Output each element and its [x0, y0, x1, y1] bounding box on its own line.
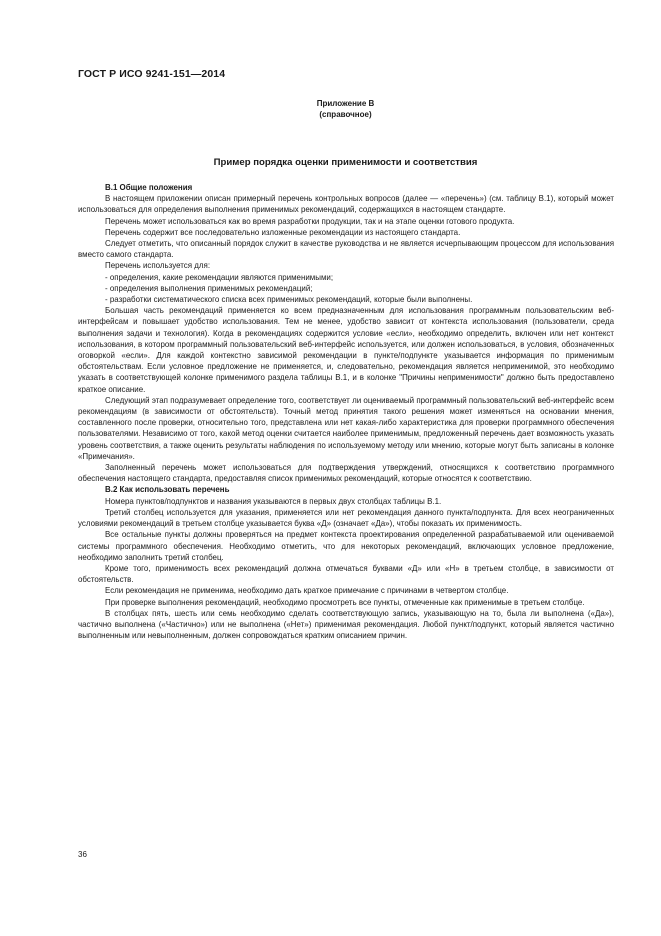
- list-item: - определения выполнения применимых рекомендаций;: [105, 283, 313, 293]
- paragraph: При проверке выполнения рекомендаций, необходимо просмотреть все пункты, отмеченные как применимые в третьем столбце.: [105, 597, 585, 607]
- paragraph: Следующий этап подразумевает определение того, соответствует ли оцениваемый программный пользовательский веб-интерфейс всем рекомендациям (в зависимости от обстоятельств). Точный метод принятия такого решения может изменяться на основании мнения, составленного после проверки, относительно того, представлена или нет какая-либо характеристика для проверки программного обеспечения пользователями. Независимо от того, какой метод оценки считается наиболее применимым, предложенный перечень дает возможность указать уровень соответствия, а также оценить результаты наблюдения по используемому методу или мнению, которые могут быть записаны в колонке «Примечания».: [78, 395, 614, 461]
- paragraph: Все остальные пункты должны проверяться на предмет контекста проектирования определенной разрабатываемой или оцениваемой системы программного обеспечения. Необходимо отметить, что для некоторых рекомендаций, включающих условное предложение, необходимо заполнить третий столбец.: [78, 530, 614, 562]
- appendix-note: (справочное): [319, 110, 372, 119]
- paragraph: Перечень содержит все последовательно изложенные рекомендации из настоящего стандарта.: [105, 227, 461, 237]
- paragraph: Перечень может использоваться как во время разработки продукции, так и на этапе оценки готового продукта.: [105, 216, 515, 226]
- section-heading-b2: B.2 Как использовать перечень: [105, 485, 230, 495]
- paragraph: Перечень используется для:: [105, 261, 211, 271]
- section-heading-b1: B.1 Общие положения: [105, 183, 193, 192]
- body-text: [78, 182, 614, 641]
- appendix-heading: [0, 98, 661, 120]
- paragraph: Следует отметить, что описанный порядок служит в качестве руководства и не является исчерпывающим процессом для использования вместо самого стандарта.: [78, 239, 614, 260]
- paragraph: Если рекомендация не применима, необходимо дать краткое примечание с причинами в четвертом столбце.: [105, 586, 509, 596]
- standard-header: ГОСТ Р ИСО 9241-151—2014: [78, 68, 226, 80]
- appendix-title: Пример порядка оценки применимости и соответствия: [213, 157, 478, 168]
- paragraph: Третий столбец используется для указания, применяется или нет рекомендация данного пункта/подпункта. Для всех неограниченных условиями рекомендаций в третьем столбце указывается буква «Д» (означает «Да»), чтобы показать их применимость.: [78, 507, 614, 529]
- paragraph: Большая часть рекомендаций применяется ко всем предназначенным для использования программным пользовательским веб-интерфейсам и повышает удобство использования. Тем не менее, удобство зависит от контекста использования (пользователи, среда выполнения задачи и технология). Когда в рекомендациях содержится условие «если», необходимо определить, включен или нет контекст использования, в котором программный пользовательский веб-интерфейс используется, или должен использоваться, в условия, обозначенных оговоркой «если». Для каждой контекстно зависимой рекомендации в пункте/подпункте указывается информация по применимым обстоятельствам. Если условное предложение не применяется, и, следовательно, рекомендация является неприменимой, это необходимо указать в соответствующей колонке применимого раздела таблицы B.1, и в колонке "Причины неприменимости" должно быть предоставлено краткое описание.: [78, 306, 614, 394]
- paragraph: В столбцах пять, шесть или семь необходимо сделать соответствующую запись, указывающую на то, была ли выполнена («Да»), частично выполнена («Частично») или не выполнена («Нет») применимая рекомендация. Любой пункт/подпункт, который является частично выполненным или невыполненным, должен сопровождаться кратким описанием причин.: [78, 608, 614, 641]
- paragraph: Кроме того, применимость всех рекомендаций должна отмечаться буквами «Д» или «Н» в третьем столбце, в зависимости от обстоятельств.: [78, 563, 614, 585]
- page-number: 36: [78, 850, 87, 859]
- appendix-label: Приложение B: [316, 99, 375, 108]
- list-item: - разработки систематического списка всех применимых рекомендаций, которые были выполнены.: [105, 295, 473, 305]
- paragraph: Номера пунктов/подпунктов и названия указываются в первых двух столбцах таблицы B.1.: [105, 496, 442, 506]
- list-item: - определения, какие рекомендации являются применимыми;: [105, 272, 334, 282]
- paragraph: В настоящем приложении описан примерный перечень контрольных вопросов (далее — «перечень») (см. таблицу B.1), который может использоваться для определения выполнения применимых рекомендаций, содержащихся в настоящем стандарте.: [78, 194, 614, 215]
- paragraph: Заполненный перечень может использоваться для подтверждения утверждений, относящихся к соответствию программного обеспечения настоящего стандарта, предоставляя список применимых рекомендаций, которые относятся к соответствию.: [78, 463, 614, 484]
